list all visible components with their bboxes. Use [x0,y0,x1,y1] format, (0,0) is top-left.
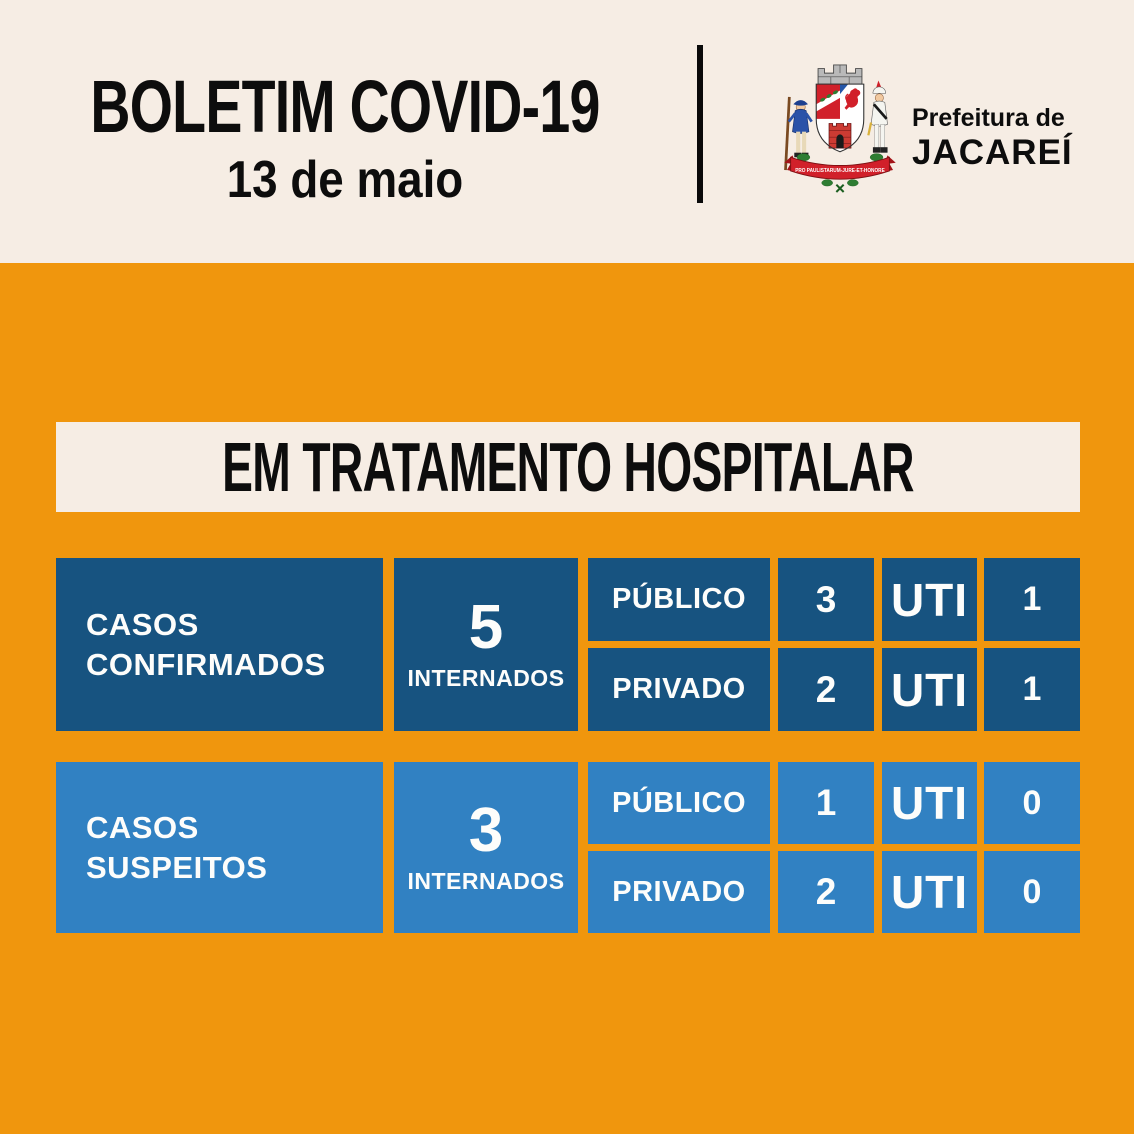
internados-value: 3 [468,796,504,865]
uti-label-cell: UTI [882,648,977,731]
header-divider [697,45,703,203]
group-label-line1: CASOS [86,606,199,642]
group-label [86,808,267,887]
sector-count-cell: 1 [778,762,874,844]
section-banner [56,422,1080,512]
group-label-line2: CONFIRMADOS [86,646,326,682]
internados-label: INTERNADOS [407,868,565,894]
sector-count-cell: 2 [778,648,874,731]
bulletin-title: BOLETIM COVID-19 [90,65,600,148]
header-title-block [0,0,690,263]
internados-card [394,558,578,731]
bulletin-date: 13 de maio [226,151,464,209]
org-name-prefix: Prefeitura de [912,104,1065,132]
sector-cell-publico: PÚBLICO [588,762,770,844]
mural-crown [818,65,862,84]
uti-label-cell: UTI [882,558,977,641]
org-name-city: JACAREÍ [912,133,1073,172]
uti-count-cell: 0 [984,762,1080,844]
group-label-card [56,762,383,933]
uti-count-cell: 0 [984,851,1080,933]
header [0,0,1134,263]
sector-cell-privado: PRIVADO [588,851,770,933]
group-label-line2: SUSPEITOS [86,849,268,885]
uti-count-cell: 1 [984,558,1080,641]
shield [816,84,864,152]
uti-count-cell: 1 [984,648,1080,731]
sector-count-cell: 3 [778,558,874,641]
sector-count-cell: 2 [778,851,874,933]
group-label [86,605,326,684]
org-name-block [912,106,1073,170]
uti-label-cell: UTI [882,851,977,933]
internados-label: INTERNADOS [407,665,565,691]
internados-card [394,762,578,933]
motto-text: PRO PAULISTARUM-JURE-ET-HONORE [795,167,886,174]
jacarei-coat-of-arms-icon [776,46,904,210]
uti-label-cell: UTI [882,762,977,844]
right-supporter-figure [868,80,887,152]
group-label-line1: CASOS [86,809,199,845]
sector-cell-privado: PRIVADO [588,648,770,731]
sector-cell-publico: PÚBLICO [588,558,770,641]
motto-ribbon [784,155,896,192]
group-label-card [56,558,383,731]
section-title: EM TRATAMENTO HOSPITALAR [222,428,914,506]
internados-value: 5 [468,593,504,662]
